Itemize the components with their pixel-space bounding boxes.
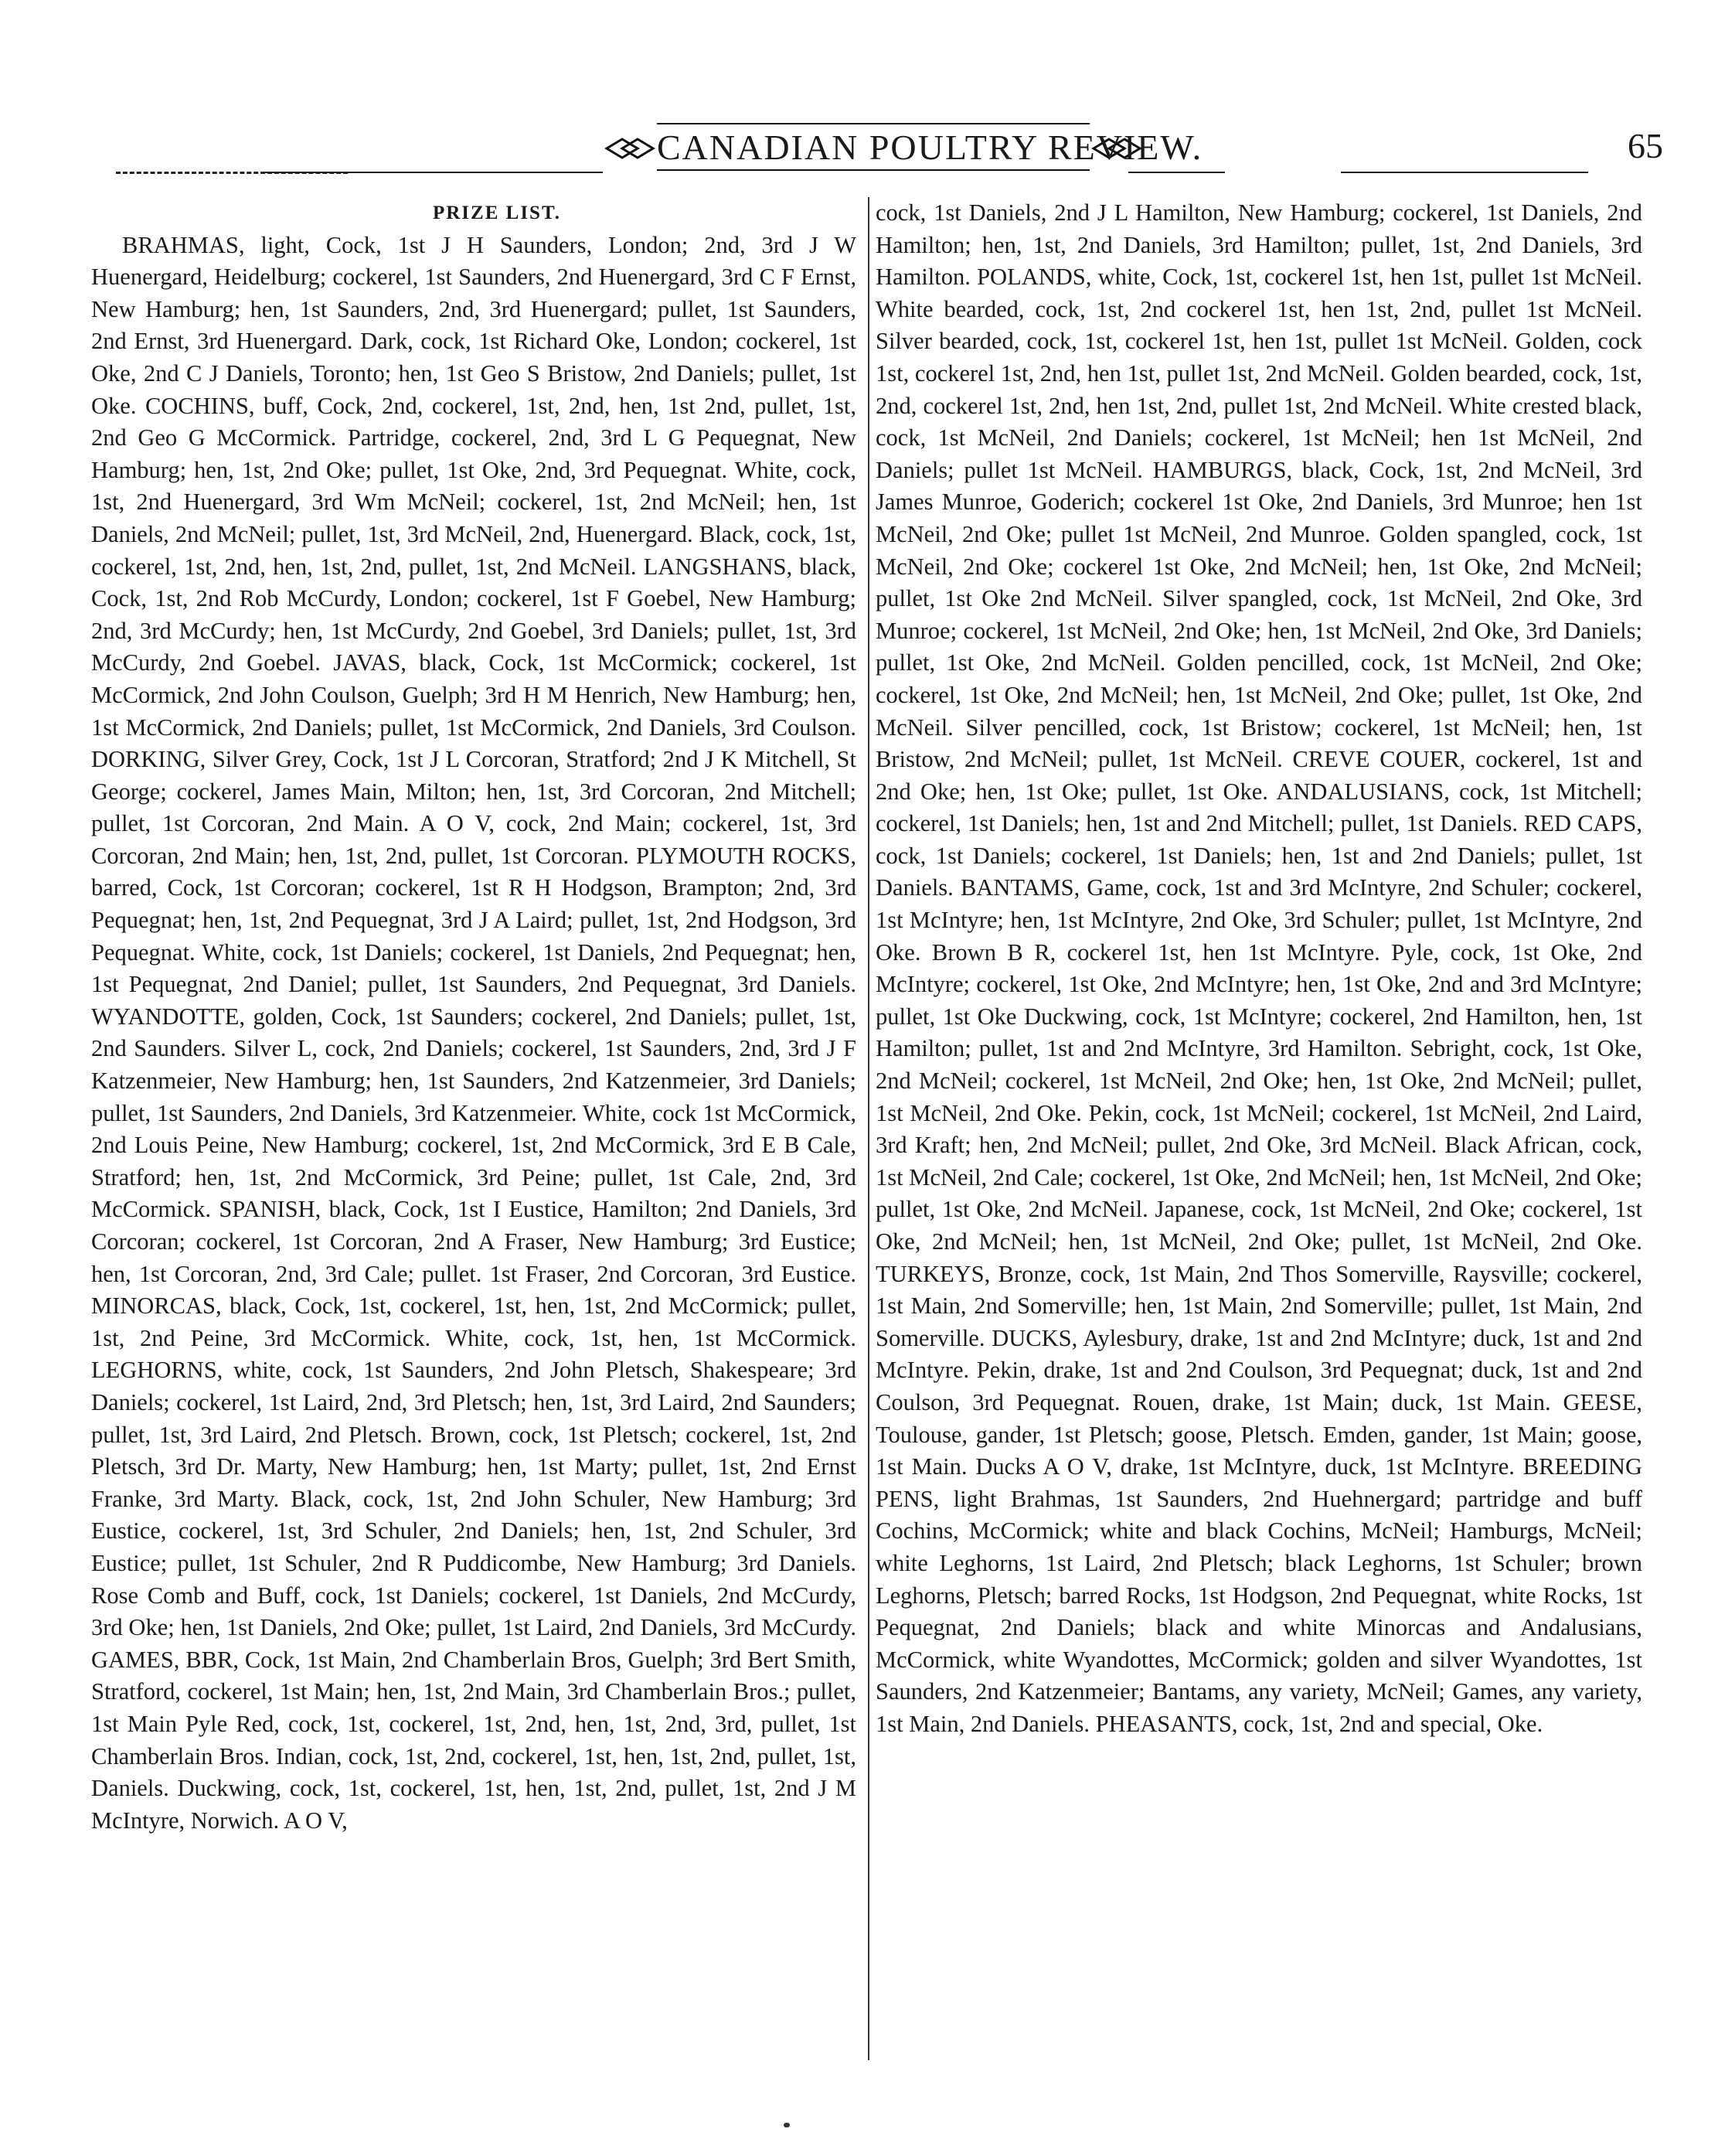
left-column [91, 197, 856, 1837]
right-column [876, 197, 1642, 1741]
header-rule-right [1341, 172, 1588, 173]
page-number: 65 [1628, 126, 1663, 165]
prize-list-text-left: BRAHMAS, light, Cock, 1st J H Saunders, London; 2nd, 3rd J W Huenergard, Heidelburg; cockerel, 1st Saunders, 2nd Huenergard, 3rd C F Ernst, New Hamburg; hen, 1st Saunders, 2nd, 3rd Huenergard; pullet, 1st Saunders, 2nd Ernst, 3rd Huenergard. Dark, cock, 1st Richard Oke, London; cockerel, 1st Oke, 2nd C J Daniels, Toronto; hen, 1st Geo S Bristow, 2nd Daniels; pullet, 1st Oke. COCHINS, buff, Cock, 2nd, cockerel, 1st, 2nd, hen, 1st 2nd, pullet, 1st, 2nd Geo G McCormick. Partridge, cockerel, 2nd, 3rd L G Pequegnat, New Hamburg; hen, 1st, 2nd Oke; pullet, 1st Oke, 2nd, 3rd Pequegnat. White, cock, 1st, 2nd Huenergard, 3rd Wm McNeil; cockerel, 1st, 2nd McNeil; hen, 1st Daniels, 2nd McNeil; pullet, 1st, 3rd McNeil, 2nd, Huenergard. Black, cock, 1st, cockerel, 1st, 2nd, hen, 1st, 2nd, pullet, 1st, 2nd McNeil. LANGSHANS, black, Cock, 1st, 2nd Rob McCurdy, London; cockerel, 1st F Goebel, New Hamburg; 2nd, 3rd McCurdy; hen, 1st McCurdy, 2nd Goebel, 3rd Daniels; pullet, 1st, 3rd McCurdy, 2nd Goebel. JAVAS, black, Cock, 1st McCormick; cockerel, 1st McCormick, 2nd John Coulson, Guelph; 3rd H M Henrich, New Hamburg; hen, 1st McCormick, 2nd Daniels; pullet, 1st McCormick, 2nd Daniels, 3rd Coulson. DORKING, Silver Grey, Cock, 1st J L Corcoran, Stratford; 2nd J K Mitchell, St George; cockerel, James Main, Milton; hen, 1st, 3rd Corcoran, 2nd Mitchell; pullet, 1st Corcoran, 2nd Main. A O V, cock, 2nd Main; cockerel, 1st, 3rd Corcoran, 2nd Main; hen, 1st, 2nd, pullet, 1st Corcoran. PLYMOUTH ROCKS, barred, Cock, 1st Corcoran; cockerel, 1st R H Hodgson, Brampton; 2nd, 3rd Pequegnat; hen, 1st, 2nd Pequegnat, 3rd J A Laird; pullet, 1st, 2nd Hodgson, 3rd Pequegnat. White, cock, 1st Daniels; cockerel, 1st Daniels, 2nd Pequegnat; hen, 1st Pequegnat, 2nd Daniel; pullet, 1st Saunders, 2nd Pequegnat, 3rd Daniels. WYANDOTTE, golden, Cock, 1st Saunders; cockerel, 2nd Daniels; pullet, 1st, 2nd Saunders. Silver L, cock, 2nd Daniels; cockerel, 1st Saunders, 2nd, 3rd J F Katzenmeier, New Hamburg; hen, 1st Saunders, 2nd Katzenmeier, 3rd Daniels; pullet, 1st Saunders, 2nd Daniels, 3rd Katzenmeier. White, cock 1st McCormick, 2nd Louis Peine, New Hamburg; cockerel, 1st, 2nd McCormick, 3rd E B Cale, Stratford; hen, 1st, 2nd McCormick, 3rd Peine; pullet, 1st Cale, 2nd, 3rd McCormick. SPANISH, black, Cock, 1st I Eustice, Hamilton; 2nd Daniels, 3rd Corcoran; cockerel, 1st Corcoran, 2nd A Fraser, New Hamburg; 3rd Eustice; hen, 1st Corcoran, 2nd, 3rd Cale; pullet. 1st Fraser, 2nd Corcoran, 3rd Eustice. MINORCAS, black, Cock, 1st, cockerel, 1st, hen, 1st, 2nd McCormick; pullet, 1st, 2nd Peine, 3rd McCormick. White, cock, 1st, hen, 1st McCormick. LEGHORNS, white, cock, 1st Saunders, 2nd John Pletsch, Shakespeare; 3rd Daniels; cockerel, 1st Laird, 2nd, 3rd Pletsch; hen, 1st, 3rd Laird, 2nd Saunders; pullet, 1st, 3rd Laird, 2nd Pletsch. Brown, cock, 1st Pletsch; cockerel, 1st, 2nd Pletsch, 3rd Dr. Marty, New Hamburg; hen, 1st Marty; pullet, 1st, 2nd Ernst Franke, 3rd Marty. Black, cock, 1st, 2nd John Schuler, New Hamburg; 3rd Eustice, cockerel, 1st, 3rd Schuler, 2nd Daniels; hen, 1st, 2nd Schuler, 3rd Eustice; pullet, 1st Schuler, 2nd R Puddicombe, New Hamburg; 3rd Daniels. Rose Comb and Buff, cock, 1st Daniels; cockerel, 1st Daniels, 2nd McCurdy, 3rd Oke; hen, 1st Daniels, 2nd Oke; pullet, 1st Laird, 2nd Daniels, 3rd McCurdy. GAMES, BBR, Cock, 1st Main, 2nd Chamberlain Bros, Guelph; 3rd Bert Smith, Stratford, cockerel, 1st Main; hen, 1st, 2nd Main, 3rd Chamberlain Bros.; pullet, 1st Main Pyle Red, cock, 1st, cockerel, 1st, 2nd, hen, 1st, 2nd, 3rd, pullet, 1st Chamberlain Bros. Indian, cock, 1st, 2nd, cockerel, 1st, hen, 1st, 2nd, pullet, 1st, Daniels. Duckwing, cock, 1st, cockerel, 1st, hen, 1st, 2nd, pullet, 1st, 2nd J M McIntyre, Norwich. A O V, [91, 231, 856, 1834]
header-rule-left-solid [263, 172, 603, 173]
masthead [603, 116, 1203, 178]
prize-list-heading: PRIZE LIST. [432, 203, 562, 223]
publication-title: CANADIAN POULTRY REVIEW. [657, 128, 1203, 167]
header-rule-right-short [1128, 172, 1225, 173]
column-divider [868, 197, 869, 2060]
prize-list-text-right: cock, 1st Daniels, 2nd J L Hamilton, New Hamburg; cockerel, 1st Daniels, 2nd Hamilton; hen, 1st, 2nd Daniels, 3rd Hamilton; pullet, 1st, 2nd Daniels, 3rd Hamilton. POLANDS, white, Cock, 1st, cockerel 1st, hen 1st, pullet 1st McNeil. White bearded, cock, 1st, 2nd cockerel 1st, hen 1st, 2nd, pullet 1st McNeil. Silver bearded, cock, 1st, cockerel 1st, hen 1st, pullet 1st McNeil. Golden, cock 1st, cockerel 1st, 2nd, hen 1st, pullet 1st, 2nd McNeil. Golden bearded, cock, 1st, 2nd, cockerel 1st, 2nd, hen 1st, 2nd, pullet 1st, 2nd McNeil. White crested black, cock, 1st McNeil, 2nd Daniels; cockerel, 1st McNeil; hen 1st McNeil, 2nd Daniels; pullet 1st McNeil. HAMBURGS, black, Cock, 1st, 2nd McNeil, 3rd James Munroe, Goderich; cockerel 1st Oke, 2nd Daniels, 3rd Munroe; hen 1st McNeil, 2nd Oke; pullet 1st McNeil, 2nd Munroe. Golden spangled, cock, 1st McNeil, 2nd Oke; cockerel 1st Oke, 2nd McNeil; hen, 1st Oke, 2nd McNeil; pullet, 1st Oke 2nd McNeil. Silver spangled, cock, 1st McNeil, 2nd Oke, 3rd Munroe; cockerel, 1st McNeil, 2nd Oke; hen, 1st McNeil, 2nd Oke, 3rd Daniels; pullet, 1st Oke, 2nd McNeil. Golden pencilled, cock, 1st McNeil, 2nd Oke; cockerel, 1st Oke, 2nd McNeil; hen, 1st McNeil, 2nd Oke; pullet, 1st Oke, 2nd McNeil. Silver pencilled, cock, 1st Bristow; cockerel, 1st McNeil; hen, 1st Bristow, 2nd McNeil; pullet, 1st McNeil. CREVE COUER, cockerel, 1st and 2nd Oke; hen, 1st Oke; pullet, 1st Oke. ANDALUSIANS, cock, 1st Mitchell; cockerel, 1st Daniels; hen, 1st and 2nd Mitchell; pullet, 1st Daniels. RED CAPS, cock, 1st Daniels; cockerel, 1st Daniels; hen, 1st and 2nd Daniels; pullet, 1st Daniels. BANTAMS, Game, cock, 1st and 3rd McIntyre, 2nd Schuler; cockerel, 1st McIntyre; hen, 1st McIntyre, 2nd Oke, 3rd Schuler; pullet, 1st McIntyre, 2nd Oke. Brown B R, cockerel 1st, hen 1st McIntyre. Pyle, cock, 1st Oke, 2nd McIntyre; cockerel, 1st Oke, 2nd McIntyre; hen, 1st Oke, 2nd and 3rd McIntyre; pullet, 1st Oke Duckwing, cock, 1st McIntyre; cockerel, 2nd Hamilton, hen, 1st Hamilton; pullet, 1st and 2nd McIntyre, 3rd Hamilton. Sebright, cock, 1st Oke, 2nd McNeil; cockerel, 1st McNeil, 2nd Oke; hen, 1st Oke, 2nd McNeil; pullet, 1st McNeil, 2nd Oke. Pekin, cock, 1st McNeil; cockerel, 1st McNeil, 2nd Laird, 3rd Kraft; hen, 2nd McNeil; pullet, 2nd Oke, 3rd McNeil. Black African, cock, 1st McNeil, 2nd Cale; cockerel, 1st Oke, 2nd McNeil; hen, 1st McNeil, 2nd Oke; pullet, 1st Oke, 2nd McNeil. Japanese, cock, 1st McNeil, 2nd Oke; cockerel, 1st Oke, 2nd McNeil; hen, 1st McNeil, 2nd Oke; pullet, 1st McNeil, 2nd Oke. TURKEYS, Bronze, cock, 1st Main, 2nd Thos Somerville, Raysville; cockerel, 1st Main, 2nd Somerville; hen, 1st Main, 2nd Somerville; pullet, 1st Main, 2nd Somerville. DUCKS, Aylesbury, drake, 1st and 2nd McIntyre; duck, 1st and 2nd McIntyre. Pekin, drake, 1st and 2nd Coulson, 3rd Pequegnat; duck, 1st and 2nd Coulson, 3rd Pequegnat. Rouen, drake, 1st Main; duck, 1st Main. GEESE, Toulouse, gander, 1st Pletsch; goose, Pletsch. Emden, gander, 1st Main; goose, 1st Main. Ducks A O V, drake, 1st McIntyre, duck, 1st McIntyre. BREEDING PENS, light Brahmas, 1st Saunders, 2nd Huehnergard; partridge and buff Cochins, McCormick; white and black Cochins, McNeil; Hamburgs, McNeil; white Leghorns, 1st Laird, 2nd Pletsch; black Leghorns, 1st Schuler; brown Leghorns, Pletsch; barred Rocks, 1st Hodgson, 2nd Pequegnat, white Rocks, 1st Pequegnat, 2nd Daniels; black and white Minorcas and Andalusians, McCormick, white Wyandottes, McCormick; golden and silver Wyandottes, 1st Saunders, 2nd Katzenmeier; Bantams, any variety, McNeil; Games, any variety, 1st Main, 2nd Daniels. PHEASANTS, cock, 1st, 2nd and special, Oke. [876, 199, 1642, 1737]
printer-mark [784, 2123, 790, 2127]
